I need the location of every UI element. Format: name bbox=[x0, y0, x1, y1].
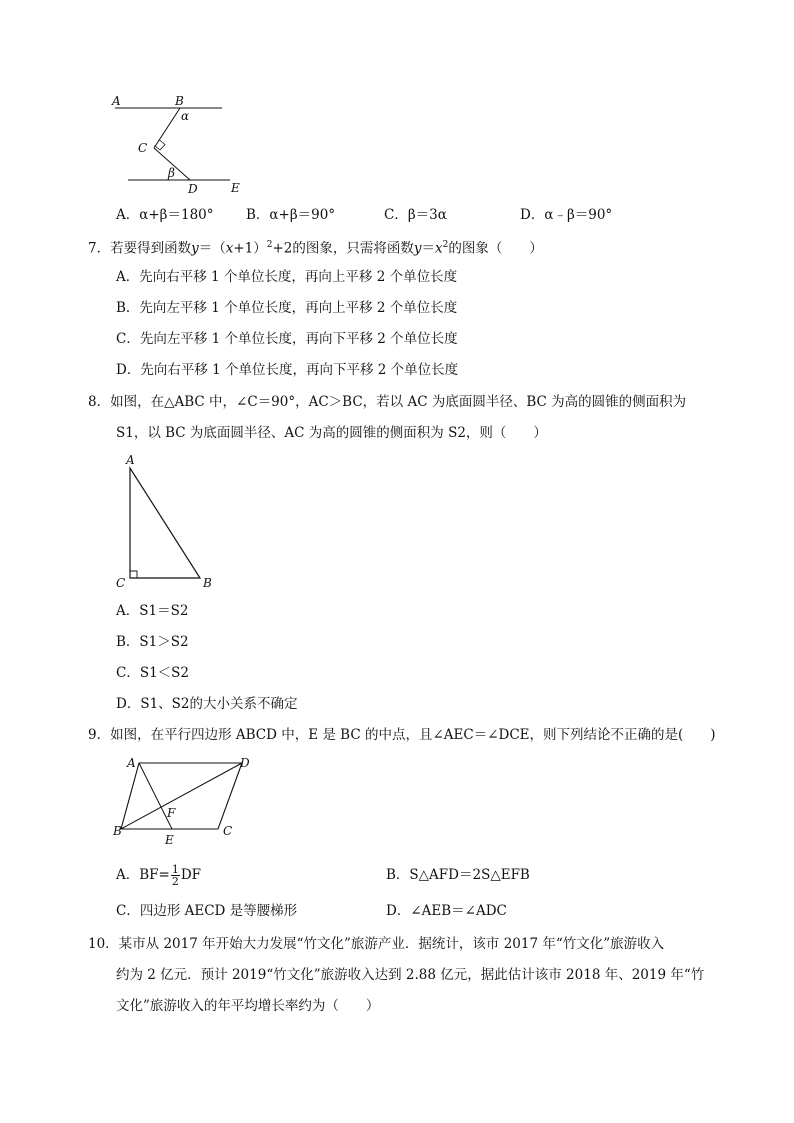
label-B: B bbox=[175, 94, 184, 108]
q8-stem-line1: 8．如图，在△ABC 中，∠C＝90°，AC＞BC，若以 AC 为底面圆半径、BC 为高的圆锥的侧面积为 bbox=[88, 394, 687, 410]
q8-option-d: D．S1、S2的大小关系不确定 bbox=[116, 696, 298, 712]
q9-option-a: A．BF= $\frac{1}{2}$ DF bbox=[116, 863, 202, 888]
q6-option-c: C．β＝3α bbox=[384, 207, 447, 223]
label-beta: β bbox=[168, 166, 175, 180]
label-B: B bbox=[113, 824, 122, 838]
q7-option-d: D．先向右平移 1 个单位长度，再向下平移 2 个单位长度 bbox=[116, 362, 459, 378]
q7-option-b: B．先向左平移 1 个单位长度，再向上平移 2 个单位长度 bbox=[116, 300, 458, 316]
label-E: E bbox=[165, 833, 174, 847]
q7-option-c: C．先向左平移 1 个单位长度，再向下平移 2 个单位长度 bbox=[116, 331, 458, 347]
label-F: F bbox=[167, 806, 176, 820]
label-A: A bbox=[112, 94, 121, 108]
label-D: D bbox=[188, 182, 198, 196]
label-E: E bbox=[231, 181, 240, 195]
label-A: A bbox=[126, 453, 135, 467]
q8-option-b: B．S1＞S2 bbox=[116, 634, 189, 650]
q6-option-a: A．α+β＝180° bbox=[116, 207, 214, 223]
q10-stem-line1: 10．某市从 2017 年开始大力发展“竹文化”旅游产业．据统计，该市 2017 年“竹文化”旅游收入 bbox=[88, 936, 665, 952]
label-D: D bbox=[240, 756, 250, 770]
label-C: C bbox=[138, 141, 148, 155]
label-C: C bbox=[116, 576, 126, 590]
fraction-one-half: $\frac{1}{2}$ bbox=[171, 863, 179, 888]
q7-stem: 7．若要得到函数$y=(x+1)^2+2$的图象，只需将函数$y=x^2$的图象（ ） bbox=[88, 240, 543, 257]
q8-option-a: A．S1＝S2 bbox=[116, 603, 189, 619]
q8-stem-line2: S1，以 BC 为底面圆半径、AC 为高的圆锥的侧面积为 S2，则（ ） bbox=[116, 425, 547, 441]
q8-option-c: C．S1＜S2 bbox=[116, 665, 190, 681]
q6-option-b: B．α+β＝90° bbox=[246, 207, 336, 223]
q6-option-d: D．α﹣β＝90° bbox=[520, 207, 613, 223]
parallelogram-diagram bbox=[115, 758, 255, 838]
right-triangle-diagram bbox=[120, 460, 220, 590]
q9-option-d: D．∠AEB＝∠ADC bbox=[386, 903, 507, 919]
q10-stem-line3: 文化”旅游收入的年平均增长率约为（ ） bbox=[116, 998, 380, 1014]
q7-option-a: A．先向右平移 1 个单位长度，再向上平移 2 个单位长度 bbox=[116, 269, 458, 285]
label-B: B bbox=[203, 576, 212, 590]
q9-option-b: B．S△AFD＝2S△EFB bbox=[386, 867, 530, 883]
q10-stem-line2: 约为 2 亿元．预计 2019“竹文化”旅游收入达到 2.88 亿元，据此估计该市 2018 年、2019 年“竹 bbox=[116, 967, 705, 983]
label-C: C bbox=[223, 824, 233, 838]
label-alpha: α bbox=[181, 109, 190, 123]
label-A: A bbox=[127, 756, 136, 770]
q9-option-c: C．四边形 AECD 是等腰梯形 bbox=[116, 903, 298, 919]
q9-stem: 9．如图，在平行四边形 ABCD 中，E 是 BC 的中点，且∠AEC＝∠DCE，则下列结论不正确的是( ) bbox=[88, 727, 716, 743]
